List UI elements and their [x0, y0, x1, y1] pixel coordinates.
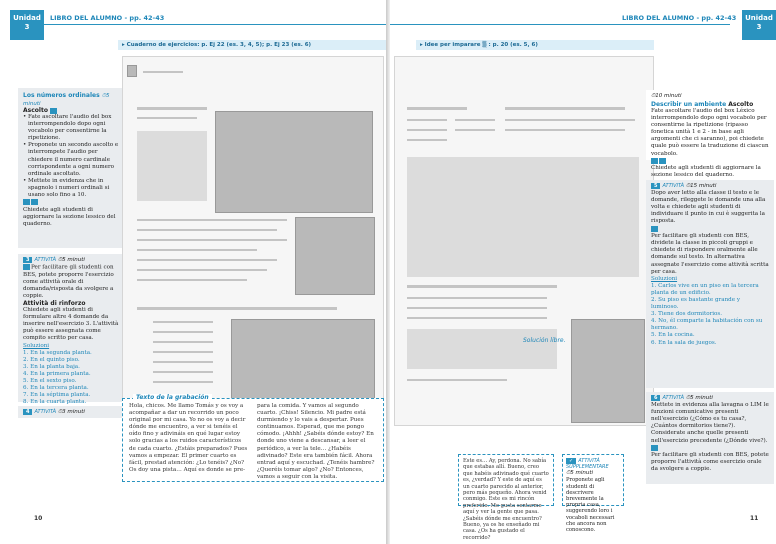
transcript-box — [122, 394, 384, 482]
header-rule — [44, 24, 386, 25]
activity-badge: 3 — [23, 257, 32, 263]
page-number: 11 — [750, 515, 759, 522]
transcript-column: Hola, chicos. Me llamo Tomás y os voy a acompañar a dar un recorrido un poco original por mi casa. Yo no os voy a decir dónde me encuentro, a ver si tenéis el oído fino y adivináis en qué lugar estoy solo gracias a los ruidos característicos de cada cuarto. ¿Estáis preparados? Pues vamos a empezar. El primer cuarto es fácil, prestad atención: ¿Lo tenéis? ¿No? Os doy una pista… Aquí es donde se pre- — [129, 403, 248, 473]
transcript-column: para la comida. Y vamos al segundo cuarto. ¡Chiss! Silencio. Mi padre está durmiendo y lo vais a despertar. Pues continuamos. Esperad, que me pongo cómodo. ¡Ahhh! ¿Sabéis dónde estoy? En donde uno viene a descansar, a leer el periódico, a ver la tele… ¿Habéis adivinado? Este era también fácil. Ahora entrad aquí y escuchad. ¿Tenéis hambre? ¿Queréis tomar algo? ¿No? Entonces, vamos a seguir con la visita. — [257, 403, 375, 480]
instruction-text: Chiedete agli studenti di aggiornare la sezione lessico del quaderno. — [651, 165, 761, 179]
activity-label: ATTIVITÀ — [34, 409, 57, 415]
transcript-box — [458, 454, 554, 541]
activity-badge: ✓ — [566, 458, 576, 464]
solution-item: 5. En el sexto piso. — [23, 378, 77, 384]
boy-photo — [571, 319, 645, 423]
logo-image — [127, 65, 137, 77]
solution-item: 2. Su piso es bastante grande y luminoso. — [651, 297, 741, 311]
exercise-box — [407, 329, 557, 369]
activity-label: ATTIVITÀ — [662, 395, 685, 401]
student-book-page-thumbnail — [394, 56, 654, 426]
instruction-text: Mettete in evidenza alla lavagna o LIM le funzioni comunicative presenti nell'esercizio (¿Cómo es tu casa?, ¿Cuántos dormitorios tiene?). Considerate anche quelle presenti nell'esercizio precedente (¿Dónde vive?). — [651, 402, 769, 444]
section-title: Describir un ambiente — [651, 101, 727, 108]
student-book-page-thumbnail — [122, 56, 384, 426]
exercise-reference: ▸ Idee per imparare ▒ : p. 20 (es. 5, 6) — [416, 40, 654, 50]
page-header: LIBRO DEL ALUMNO - pp. 42-43 — [50, 14, 165, 22]
instruction-text: Dopo aver letto alla classe il testo e le domande, rileggete le domande una alla volta e chiedete agli studenti di individuare il punto in cui è suggerita la risposta. — [651, 190, 766, 225]
section-title: Los números ordinales — [23, 92, 100, 99]
solution-item: 4. No, él comparte la habitación con su hermano. — [651, 318, 763, 332]
solution-item: 3. En la planta baja. — [23, 363, 80, 370]
time-label: ⏱10 minuti — [651, 93, 682, 99]
sidebar-ordinals — [18, 88, 124, 248]
instruction-text: Chiedete agli studenti di formulare altre 4 domande da inserire nell'esercizio 3. L'attività può essere assegnata come compito scritto per casa. — [23, 307, 119, 342]
section-subtitle: Ascolto — [728, 101, 754, 108]
time-label: ⏱5 minuti — [57, 257, 85, 263]
instruction-item: • Fate ascoltare l'audio del box interrompendolo dopo ogni vocabolo per consentirne la ripetizione. — [23, 114, 119, 142]
instruction-text: Proponete agli studenti di descrivere brevemente la propria casa, suggerendo loro i vocaboli necessari che ancora non conoscono. — [566, 477, 615, 534]
reading-text-box — [407, 157, 639, 277]
sidebar-describe — [646, 90, 774, 179]
notebook-icon — [23, 199, 30, 205]
solution-free-label: Solución libre. — [523, 337, 566, 344]
solution-item: 2. En el quinto piso. — [23, 356, 80, 363]
supplementary-activity-box — [562, 454, 624, 534]
time-label: ⏱5 minuti — [685, 395, 713, 401]
solution-item: 6. En la sala de juegos. — [651, 339, 717, 346]
activity-badge: 6 — [651, 395, 660, 401]
sidebar-activity-3 — [18, 254, 124, 406]
solution-item: 7. En la séptima planta. — [23, 392, 91, 399]
solution-item: 1. Carlos vive en un piso en la tercera planta de un edificio. — [651, 282, 759, 296]
activity-badge: 4 — [23, 409, 32, 415]
solution-item: 5. En la cocina. — [651, 332, 695, 339]
bes-text: Per facilitare gli studenti con BES, potete proporre l'attività come esercizio orale da svolgere a coppie. — [651, 452, 769, 473]
right-page — [390, 0, 776, 544]
building-drawing — [295, 217, 375, 295]
rooms-illustration — [231, 319, 375, 399]
page-number: 10 — [34, 515, 43, 522]
instruction-item: • Mettete in evidenza che in spagnolo i numeri ordinali si usano solo fino a 10. — [23, 178, 119, 199]
solution-item: 4. En la primera planta. — [23, 370, 91, 377]
section-subtitle: Ascolto — [23, 107, 48, 114]
sidebar-activity-6 — [646, 392, 774, 484]
unit-tab: Unidad 3 — [10, 10, 44, 40]
page-header: LIBRO DEL ALUMNO - pp. 42-43 — [622, 14, 737, 22]
instruction-text: Chiedete agli studenti di aggiornare la sezione lessico del quaderno. — [23, 206, 116, 227]
audio-icon — [50, 108, 57, 114]
solution-item: 6. En la tercera planta. — [23, 385, 89, 392]
solution-item: 1. En la segunda planta. — [23, 349, 92, 356]
solutions-label: Soluzioni — [23, 342, 50, 349]
exercise-reference: ▸ Cuaderno de ejercicios: p. Ej 22 (es. 3, 4, 5); p. Ej 23 (es. 6) — [118, 40, 386, 50]
bes-icon — [651, 445, 658, 451]
solution-item: 8. En la cuarta planta. — [23, 399, 87, 406]
transcript-title: Texto de la grabación — [133, 394, 212, 401]
transcript-column: Este es… Ay, perdona. No sabía que estabas allí. Bueno, creo que habéis adivinado qué cuarto es, ¿verdad? Y este de aquí es un cuarto parecido al anterior, pero más pequeño. Ahora venid conmigo. Este es mi rincón preferido. Me gusta sentarme aquí y ver la gente que pasa. ¿Sabéis dónde me encuentro? Bueno, ya os he enseñado mi casa. ¿Os ha gustado el recorrido? — [463, 458, 549, 541]
activity-badge: 5 — [651, 183, 660, 189]
activity-label: ATTIVITÀ — [662, 183, 685, 189]
home-icon — [31, 199, 38, 205]
ordinals-box — [137, 131, 207, 201]
bes-text: Per facilitare gli studenti con BES, potete proporre l'esercizio come attività orale di domanda/risposta da svolgere a coppie. — [23, 264, 114, 299]
unit-tab: Unidad 3 — [742, 10, 776, 40]
left-page — [0, 0, 386, 544]
header-rule — [390, 24, 730, 25]
bes-icon — [23, 264, 30, 270]
time-label: ⏱5 minuti — [23, 93, 110, 107]
instruction-text: Fate ascoltare l'audio del box Léxico interrompendolo dopo ogni vocabolo per consentirne la ripetizione (ripasso fonetica unità 1 e 2 - in base agli argomenti che ci saranno), poi chiedete quale può essere la traduzione di ciascun vocabolo. — [651, 108, 769, 157]
sidebar-activity-5 — [646, 180, 774, 388]
home-icon — [659, 158, 666, 164]
time-label: ⏱5 minuti — [566, 470, 594, 477]
sidebar-activity-4 — [18, 406, 124, 418]
stairs-photo — [215, 111, 373, 213]
instruction-list — [23, 114, 119, 199]
solution-item: 3. Tiene dos dormitorios. — [651, 311, 723, 318]
time-label: ⏱15 minuti — [685, 183, 717, 189]
instruction-item: • Proponete un secondo ascolto e interrompete l'audio per chiedere il numero cardinale corrispondente a ogni numero ordinale ascoltato. — [23, 142, 119, 177]
notebook-icon — [651, 158, 658, 164]
bes-text: Per facilitare gli studenti con BES, dividete la classe in piccoli gruppi e chiedete di rispondere oralmente alle domande sul testo. In alternativa assegnate l'esercizio come attività scritta per casa. — [651, 233, 769, 275]
activity-label: ATTIVITÀ — [34, 257, 57, 263]
time-label: ⏱3 minuti — [57, 409, 85, 415]
section-subtitle: Attività di rinforzo — [23, 300, 86, 308]
activity-label: ATTIVITÀ SUPPLEMENTARE — [566, 458, 609, 471]
solutions-label: Soluzioni — [651, 275, 678, 282]
bes-icon — [651, 226, 658, 232]
